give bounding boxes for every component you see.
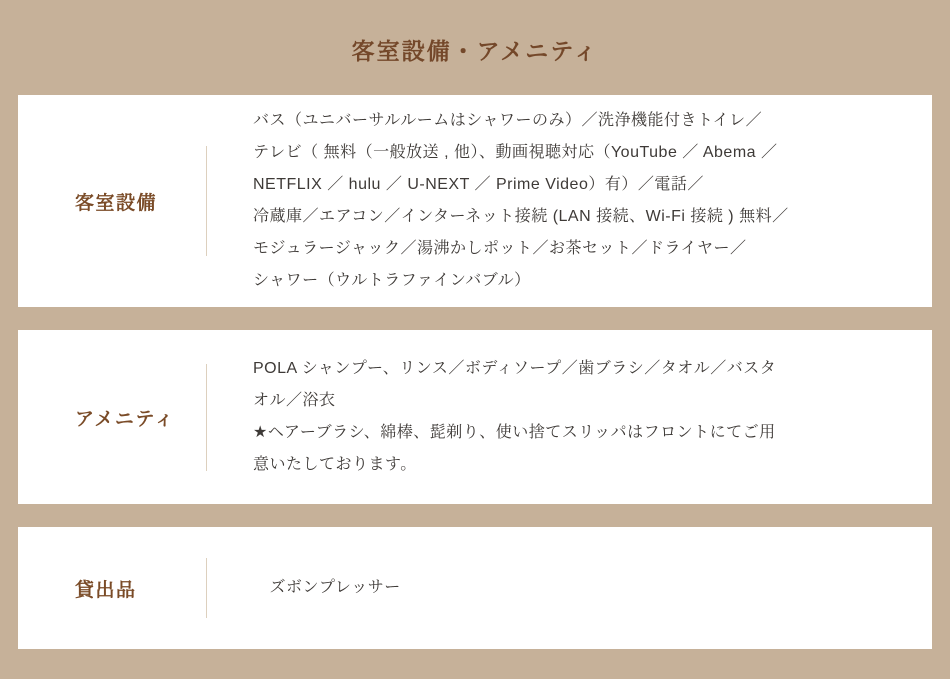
content-line: 冷蔵庫／エアコン／インターネット接続 (LAN 接続、Wi-Fi 接続 ) 無料／: [253, 208, 789, 225]
section-title: 客室設備・アメニティ: [351, 38, 599, 64]
content-line: オル／浴衣: [253, 392, 336, 409]
rental-items-content: [207, 562, 932, 614]
content-line: ズボンプレッサー: [253, 579, 401, 596]
amenities-card: [18, 330, 932, 504]
amenities-content: [207, 343, 932, 491]
content-line: モジュラージャック／湯沸かしポット／お茶セット／ドライヤー／: [253, 240, 747, 257]
content-line: バス（ユニバーサルルームはシャワーのみ）／洗浄機能付きトイレ／: [253, 112, 763, 129]
content-line: 意いたしております。: [253, 456, 417, 473]
content-line: シャワー（ウルトラファインバブル）: [253, 272, 531, 289]
rental-items-label: 貸出品: [75, 579, 137, 601]
content-line: ★ヘアーブラシ、綿棒、髭剃り、使い捨てスリッパはフロントにてご用: [253, 424, 776, 441]
room-facilities-content: [207, 95, 932, 307]
content-line: テレビ（ 無料（一般放送 , 他）、動画視聴対応（YouTube ／ Abema ／: [253, 144, 778, 161]
content-line: NETFLIX ／ hulu ／ U-NEXT ／ Prime Video）有）／電話／: [253, 176, 704, 193]
room-facilities-card: [18, 95, 932, 307]
rental-items-card: [18, 527, 932, 649]
room-facilities-label: 客室設備: [75, 192, 158, 214]
amenities-label: アメニティ: [75, 408, 175, 430]
content-line: POLA シャンプー、リンス／ボディソープ／歯ブラシ／タオル／バスタ: [253, 360, 777, 377]
